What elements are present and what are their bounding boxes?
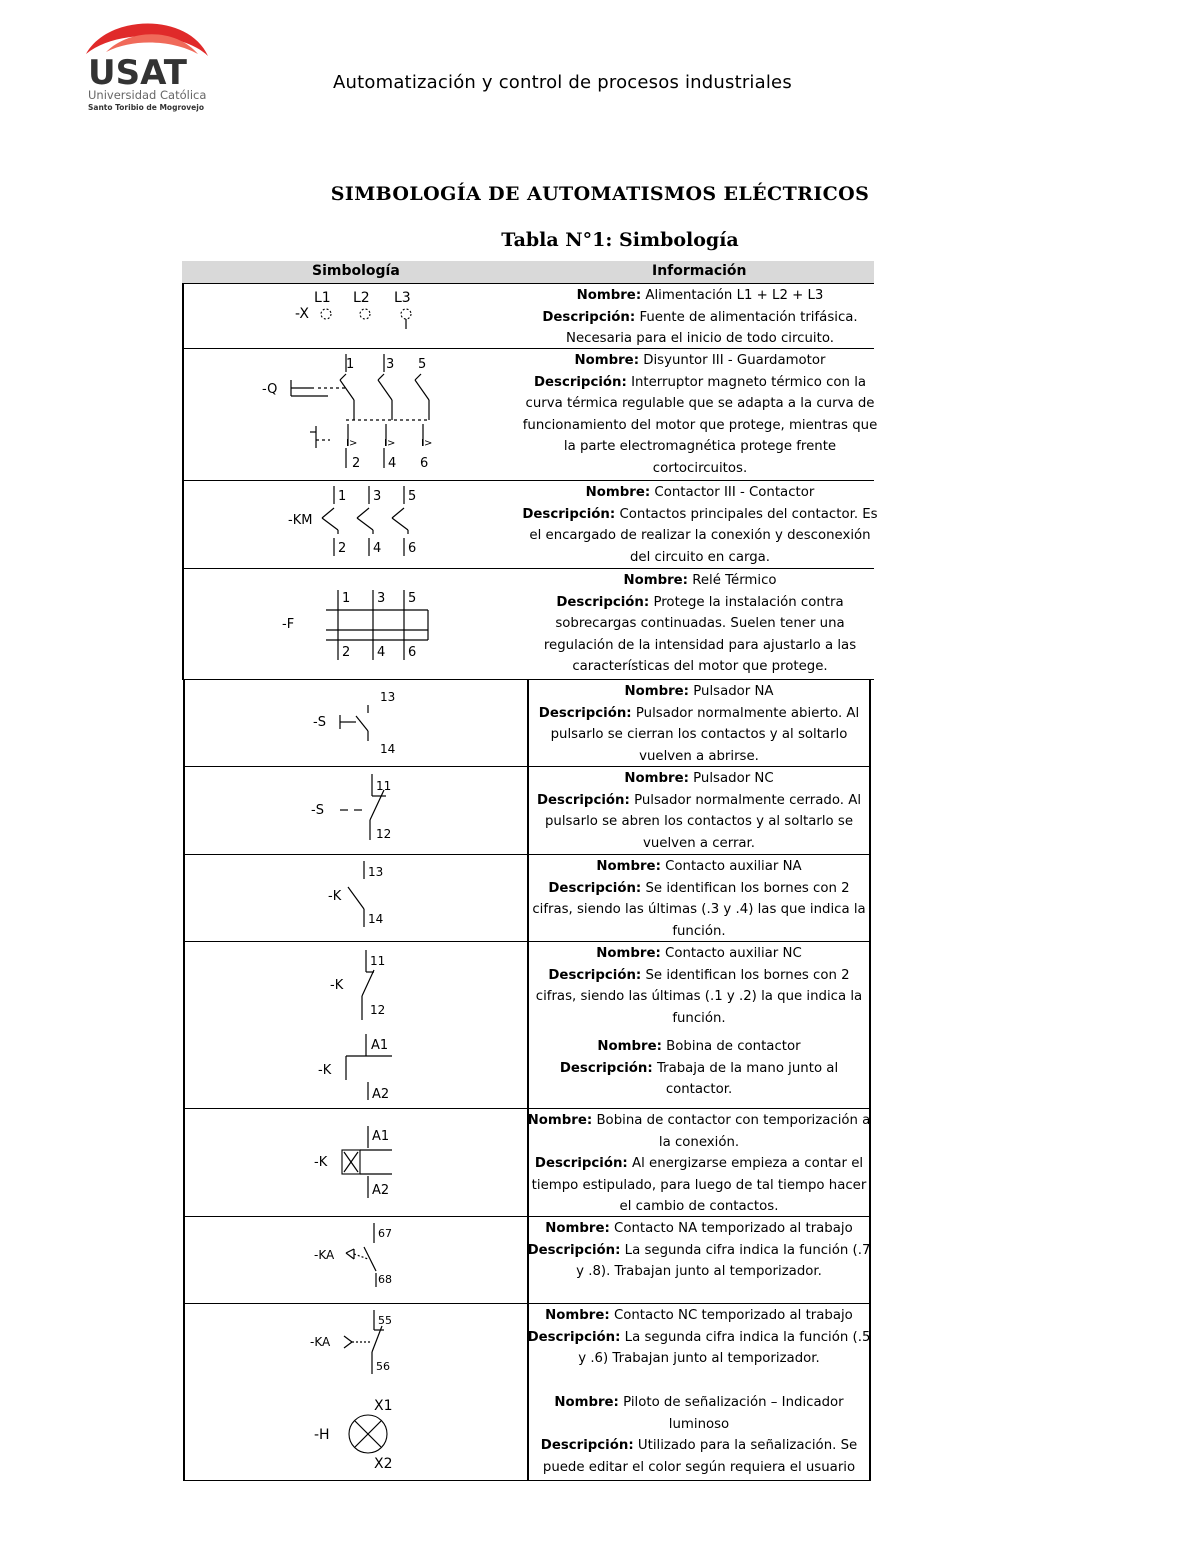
symbol-line [362, 970, 374, 996]
symbol-name: Bobina de contactor con temporización a la conexión. [596, 1113, 871, 1150]
description-label: Descripción: [559, 1060, 653, 1076]
symbol-tag: 2 [338, 541, 347, 556]
symbol-name: Piloto de señalización – Indicador luminoso [623, 1395, 844, 1432]
symbol-info [520, 350, 880, 479]
symbol-line [378, 380, 392, 400]
table-border [182, 348, 184, 481]
course-header: Automatización y control de procesos industriales [333, 72, 792, 93]
symbol-tag: L2 [353, 290, 370, 306]
table-border [182, 480, 184, 569]
symbol-line [354, 1254, 368, 1259]
symbol-tag: 1 [338, 489, 347, 504]
symbol-name: Pulsador NA [693, 684, 774, 699]
logo-line2: Santo Toribio de Mogrovejo [88, 103, 204, 112]
symbol-tag: 13 [368, 865, 384, 879]
symbol-tag: -KA [310, 1335, 331, 1349]
symbol-line [415, 380, 429, 400]
symbol-line [346, 1253, 354, 1259]
symbol-line [356, 716, 368, 731]
symbol-tag: -S [311, 803, 324, 818]
symbol-tag: I> [421, 438, 433, 449]
symbol-name: Contacto NC temporizado al trabajo [613, 1308, 853, 1323]
table-border [183, 854, 185, 942]
symbol-tag: 14 [380, 742, 396, 756]
symbol-description: Se identifican los bornes con 2 cifras, siendo las últimas (.3 y .4) las que indica la función. [532, 880, 866, 939]
thermal-relay-symbol [282, 584, 442, 674]
symbol-name: Contacto auxiliar NA [665, 859, 802, 874]
symbol-description: La segunda cifra indica la función (.5 y .6) Trabajan junto al temporizador. [578, 1329, 871, 1366]
symbol-info [527, 681, 871, 767]
description-label: Descripción: [527, 1242, 621, 1258]
symbol-tag: 11 [376, 779, 392, 793]
description-label: Descripción: [548, 880, 642, 896]
logo-brand: USAT [88, 53, 187, 93]
symbol-tag: A2 [372, 1183, 390, 1198]
symbol-tag: I> [346, 438, 358, 449]
symbol-tag: 3 [377, 591, 386, 606]
symbol-tag: -X [295, 306, 309, 322]
symbol-line [364, 1247, 376, 1271]
symbol-line [357, 518, 373, 530]
symbol-info [527, 856, 871, 942]
symbol-tag: A1 [371, 1038, 389, 1053]
symbol-tag: 68 [378, 1273, 392, 1286]
symbol-name: Contactor III - Contactor [654, 485, 815, 500]
symbol-tag: 55 [378, 1314, 392, 1327]
description-label: Descripción: [540, 1438, 634, 1453]
column-header-symbology: Simbología [312, 263, 400, 279]
name-label: Nombre: [574, 353, 640, 368]
timed-coil-symbol [312, 1122, 402, 1204]
name-label: Nombre: [527, 1113, 593, 1128]
symbol-info [527, 943, 871, 1029]
symbol-description: Fuente de alimentación trifásica. Necesaria para el inicio de todo circuito. [566, 309, 858, 346]
symbol-description: Pulsador normalmente cerrado. Al pulsarlo se abren los contactos y al soltarlo se vuelven a cerrar. [544, 792, 862, 851]
symbol-info [527, 1305, 871, 1370]
symbol-description: Trabaja de la mano junto al contactor. [656, 1060, 839, 1097]
symbol-tag: -K [330, 978, 344, 993]
description-label: Descripción: [536, 792, 630, 808]
symbol-tag: 11 [370, 954, 386, 968]
name-label: Nombre: [624, 771, 689, 786]
usat-logo [48, 14, 244, 116]
symbol-tag: 2 [342, 645, 351, 660]
symbol-tag: 4 [373, 541, 382, 556]
symbol-line [344, 1336, 352, 1342]
name-label: Nombre: [596, 859, 661, 874]
name-label: Nombre: [623, 573, 688, 588]
symbol-tag: -K [314, 1155, 328, 1170]
symbol-description: Interruptor magneto térmico con la curva térmica regulable que se adapta a la curva de funcionamiento del motor que protege, mientras que la parte electromagnética protege frente cortocircuitos. [522, 374, 878, 476]
description-label: Descripción: [538, 705, 632, 721]
symbol-tag: 4 [388, 456, 397, 471]
symbol-description: Se identifican los bornes con 2 cifras, siendo las últimas (.1 y .2) la que indica la función. [535, 967, 863, 1026]
power-supply-symbol [290, 285, 430, 347]
symbol-tag: 5 [418, 357, 427, 372]
aux-contact-no-symbol [326, 857, 406, 937]
symbol-tag: 14 [368, 912, 384, 926]
table-border [183, 1303, 185, 1481]
motor-breaker-symbol [258, 350, 448, 476]
symbol-line [392, 518, 408, 530]
name-label: Nombre: [597, 1039, 662, 1054]
symbol-tag: X2 [374, 1456, 393, 1472]
symbol-info [520, 482, 880, 568]
symbol-tag: 4 [377, 645, 386, 660]
symbol-tag: L3 [394, 290, 411, 306]
symbol-tag: -F [282, 617, 295, 632]
symbol-line [392, 508, 404, 518]
symbol-tag: -Q [262, 382, 278, 397]
table-border [183, 1216, 185, 1304]
table-border [183, 766, 185, 855]
contactor-symbol [288, 482, 428, 566]
coil-symbol [316, 1032, 396, 1104]
description-label: Descripción: [522, 506, 616, 522]
symbol-tag: 13 [380, 690, 396, 704]
symbol-tag: -K [328, 889, 342, 904]
symbol-description: Utilizado para la señalización. Se puede editar el color según requiera el usuario [542, 1438, 858, 1475]
table-border [182, 568, 184, 680]
table-border [183, 941, 185, 1109]
logo-line1: Universidad Católica [88, 88, 207, 102]
description-label: Descripción: [533, 374, 627, 390]
symbol-tag: 1 [342, 591, 351, 606]
symbol-info [527, 1392, 871, 1478]
symbol-tag: 6 [408, 645, 417, 660]
push-button-no-symbol [310, 683, 410, 763]
symbol-tag: -KM [288, 513, 313, 528]
description-label: Descripción: [556, 594, 650, 610]
symbol-tag: -H [314, 1427, 330, 1443]
symbol-tag: X1 [374, 1398, 393, 1414]
table-border [182, 283, 184, 349]
symbol-tag: I> [384, 438, 396, 449]
symbol-tag: 5 [408, 489, 417, 504]
pilot-light-symbol [312, 1392, 402, 1476]
symbol-name: Pulsador NC [693, 771, 774, 786]
symbol-tag: 6 [420, 456, 429, 471]
symbol-description: La segunda cifra indica la función (.7 y .8). Trabajan junto al temporizador. [576, 1242, 871, 1279]
symbol-description: Protege la instalación contra sobrecargas continuadas. Suelen tener una regulación de la intensidad para ajustarlo a las características del motor que protege. [543, 594, 857, 674]
symbol-tag: 6 [408, 541, 417, 556]
symbol-tag: 5 [408, 591, 417, 606]
name-label: Nombre: [545, 1221, 610, 1236]
name-label: Nombre: [554, 1395, 619, 1410]
symbol-line [340, 374, 346, 380]
symbol-line [348, 887, 364, 909]
symbol-tag: 3 [386, 357, 395, 372]
description-label: Descripción: [542, 309, 636, 325]
symbol-info [527, 1218, 871, 1283]
table-border [183, 679, 185, 767]
name-label: Nombre: [596, 946, 661, 961]
table-header [182, 261, 874, 284]
symbol-info [527, 1110, 871, 1218]
name-label: Nombre: [585, 485, 651, 500]
symbol-tag: 12 [376, 827, 392, 841]
symbol-tag: 56 [376, 1360, 390, 1373]
name-label: Nombre: [576, 288, 642, 303]
symbol-tag: -KA [314, 1248, 335, 1262]
symbol-name: Bobina de contactor [666, 1039, 801, 1054]
push-button-nc-symbol [308, 770, 408, 850]
description-label: Descripción: [534, 1156, 628, 1171]
symbol-tag: -S [313, 715, 326, 730]
symbol-name: Contacto auxiliar NC [665, 946, 802, 961]
symbol-tag: 2 [352, 456, 361, 471]
symbol-line [415, 374, 421, 380]
symbol-description: Contactos principales del contactor. Es el encargado de realizar la conexión y desconexión del circuito en carga. [529, 506, 878, 565]
symbol-tag: L1 [314, 290, 331, 306]
symbol-line [344, 1342, 352, 1348]
column-header-information: Información [652, 263, 747, 279]
symbol-info [527, 1036, 871, 1101]
name-label: Nombre: [545, 1308, 610, 1323]
symbol-line [378, 374, 384, 380]
timed-contact-no-symbol [312, 1219, 402, 1301]
symbol-tag: 1 [346, 357, 355, 372]
symbol-name: Disyuntor III - Guardamotor [643, 353, 826, 368]
table-title: Tabla N°1: Simbología [501, 229, 739, 251]
symbol-info [527, 768, 871, 854]
name-label: Nombre: [624, 684, 689, 699]
symbol-line [346, 1249, 354, 1253]
symbol-info [520, 570, 880, 678]
symbol-tag: A2 [372, 1087, 390, 1102]
aux-contact-nc-symbol [326, 946, 406, 1026]
description-label: Descripción: [527, 1329, 621, 1345]
document-title: SIMBOLOGÍA DE AUTOMATISMOS ELÉCTRICOS [330, 183, 870, 205]
symbol-line [357, 508, 369, 518]
description-label: Descripción: [548, 967, 642, 983]
symbol-description: Al energizarse empieza a contar el tiempo estipulado, para luego de tal tiempo hacer el cambio de contactos. [531, 1156, 867, 1214]
table-border [183, 1108, 185, 1217]
symbol-tag: -K [318, 1063, 332, 1078]
symbol-name: Alimentación L1 + L2 + L3 [645, 288, 824, 303]
symbol-name: Relé Térmico [692, 573, 777, 588]
symbol-info [520, 285, 880, 350]
symbol-description: Pulsador normalmente abierto. Al pulsarlo se cierran los contactos y al soltarlo vuelven a abrirse. [550, 705, 860, 764]
symbol-tag: 12 [370, 1003, 386, 1017]
symbol-tag: 67 [378, 1227, 392, 1240]
timed-contact-nc-symbol [308, 1306, 408, 1386]
symbol-name: Contacto NA temporizado al trabajo [614, 1221, 853, 1236]
symbol-line [322, 508, 334, 518]
symbol-line [340, 380, 354, 400]
symbol-line [322, 518, 338, 530]
symbol-tag: A1 [372, 1129, 390, 1144]
symbol-tag: 3 [373, 489, 382, 504]
